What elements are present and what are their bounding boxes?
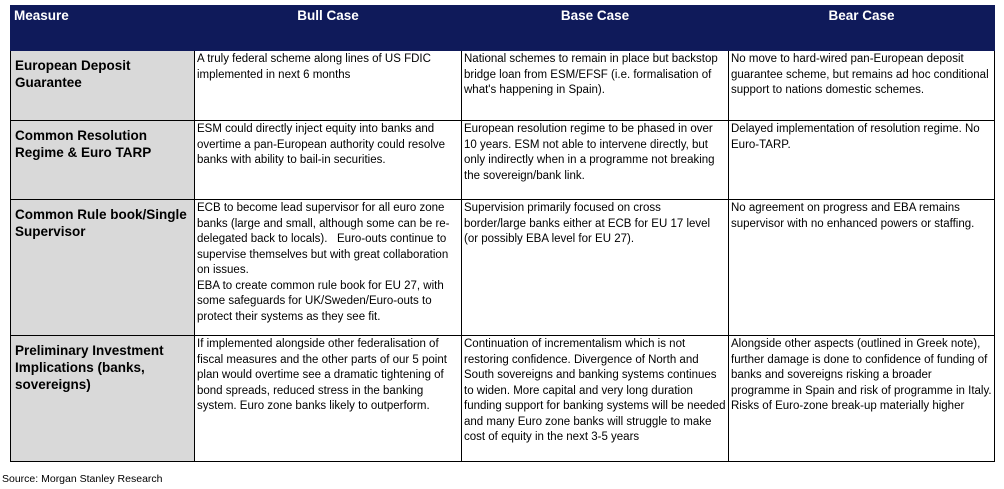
row-heading: European Deposit Guarantee — [11, 51, 195, 121]
table-header-row — [11, 6, 995, 51]
bear-case-cell: No move to hard-wired pan-European deposit guarantee scheme, but remains ad hoc conditional support to nations domestic schemes. — [729, 51, 995, 121]
table-row — [11, 336, 995, 462]
table-row — [11, 51, 995, 121]
header-base-case: Base Case — [462, 6, 729, 51]
header-bull-case: Bull Case — [195, 6, 462, 51]
table-row — [11, 121, 995, 200]
source-note: Source: Morgan Stanley Research — [2, 473, 163, 485]
bull-case-cell: ECB to become lead supervisor for all euro zone banks (large and small, although some can be re-delegated back to locals). Euro-outs continue to supervise themselves but with great collaboration on issues. EBA to create common rule book for EU 27, with some safeguards for UK/Sweden/Euro-outs to protect their systems as they see fit. — [195, 200, 462, 336]
base-case-cell: Continuation of incrementalism which is not restoring confidence. Divergence of North and South sovereigns and banking systems continues to widen. More capital and very long duration funding support for banking systems will be needed and many Euro zone banks will struggle to make cost of equity in the next 3-5 years — [462, 336, 729, 462]
base-case-cell: National schemes to remain in place but backstop bridge loan from ESM/EFSF (i.e. formalisation of what's happening in Spain). — [462, 51, 729, 121]
bull-case-cell: If implemented alongside other federalisation of fiscal measures and the other parts of our 5 point plan would overtime see a dramatic tightening of bond spreads, reduced stress in the banking system. Euro zone banks likely to outperform. — [195, 336, 462, 462]
header-bear-case: Bear Case — [729, 6, 995, 51]
bear-case-cell: Delayed implementation of resolution regime. No Euro-TARP. — [729, 121, 995, 200]
base-case-cell: European resolution regime to be phased in over 10 years. ESM not able to intervene directly, but only indirectly when in a programme not breaking the sovereign/bank link. — [462, 121, 729, 200]
bull-case-cell: A truly federal scheme along lines of US FDIC implemented in next 6 months — [195, 51, 462, 121]
row-heading: Common Rule book/Single Supervisor — [11, 200, 195, 336]
bear-case-cell: Alongside other aspects (outlined in Greek note), further damage is done to confidence of funding of banks and sovereigns risking a broader programme in Spain and risk of programme in Italy. Risks of Euro-zone break-up materially higher — [729, 336, 995, 462]
header-measure: Measure — [11, 6, 195, 51]
table-row — [11, 200, 995, 336]
bull-case-cell: ESM could directly inject equity into banks and overtime a pan-European authority could resolve banks with ability to bail-in securities. — [195, 121, 462, 200]
row-heading: Preliminary Investment Implications (banks, sovereigns) — [11, 336, 195, 462]
scenario-table — [10, 5, 995, 462]
row-heading: Common Resolution Regime & Euro TARP — [11, 121, 195, 200]
bear-case-cell: No agreement on progress and EBA remains supervisor with no enhanced powers or staffing. — [729, 200, 995, 336]
base-case-cell: Supervision primarily focused on cross border/large banks either at ECB for EU 17 level (or possibly EBA level for EU 27). — [462, 200, 729, 336]
